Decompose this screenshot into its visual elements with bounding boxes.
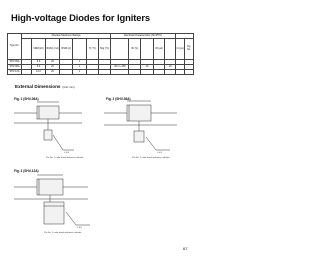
page-number: 67 [183,246,188,251]
table-cell: 1 [73,65,87,70]
fig3-note1: L:0.8 [77,227,82,229]
type-cell: SHV-06A [8,60,22,65]
fig2-note2: Pin No. 1 color band indicates cathode [132,157,170,159]
col-type-header: Type No. [8,34,22,60]
sub-header: IR (μA) [154,39,165,60]
fig1-note2: Pin No. 1 color band indicates cathode [46,157,84,159]
sub-header: Fig. No. [185,39,194,60]
sub-header: Tstg (°C) [99,39,111,60]
table-cell: 10 [141,65,154,70]
table-cell: 1 [73,70,87,75]
fig3-note2: Pin No. 1 color band indicates cathode [44,232,82,234]
fig2-drawing [104,101,177,150]
fig3-label: Fig. 3 (SHV-12A) [14,169,39,173]
sub-header: VRM (kV) [32,39,46,60]
table-cell: 20 [46,65,60,70]
section-title-text: External Dimensions [15,84,61,89]
sub-header: VF (V) [129,39,141,60]
type-cell: SHV-08A [8,65,22,70]
fig1-note1: L:0.8 [64,152,69,154]
table-cell: 8.0 [32,65,46,70]
table-cell: 20 [46,60,60,65]
table-cell: 6.0 [32,60,46,65]
max-ratings-header: Absolute Maximum Ratings [22,34,111,39]
sub-header: IF(AV) (mA) [46,39,60,60]
sub-header: Tj (°C) [87,39,99,60]
fig3-drawing [14,175,90,225]
sub-header: IFSM (A) [60,39,73,60]
page-title: High-voltage Diodes for Igniters [11,12,150,23]
table-cell: 10 [165,65,176,70]
table-cell: 12.0 [32,70,46,75]
table-cell: -40 to +150 [111,65,129,70]
table-cell: 1 [73,60,87,65]
section-unit: (Unit: mm) [62,86,75,89]
fig1-drawing [14,102,82,150]
fig2-label: Fig. 2 (SHV-08A) [106,97,131,101]
fig1-label: Fig. 1 (SHV-06A) [14,97,39,101]
fig2-note1: L:0.8 [157,152,162,154]
type-cell: SHV-12A [8,70,22,75]
elec-char-header: Electrical Characteristics (Ta=25°C) [111,34,176,39]
table-cell: 20 [46,70,60,75]
sub-header: trr (μs) [176,39,185,60]
